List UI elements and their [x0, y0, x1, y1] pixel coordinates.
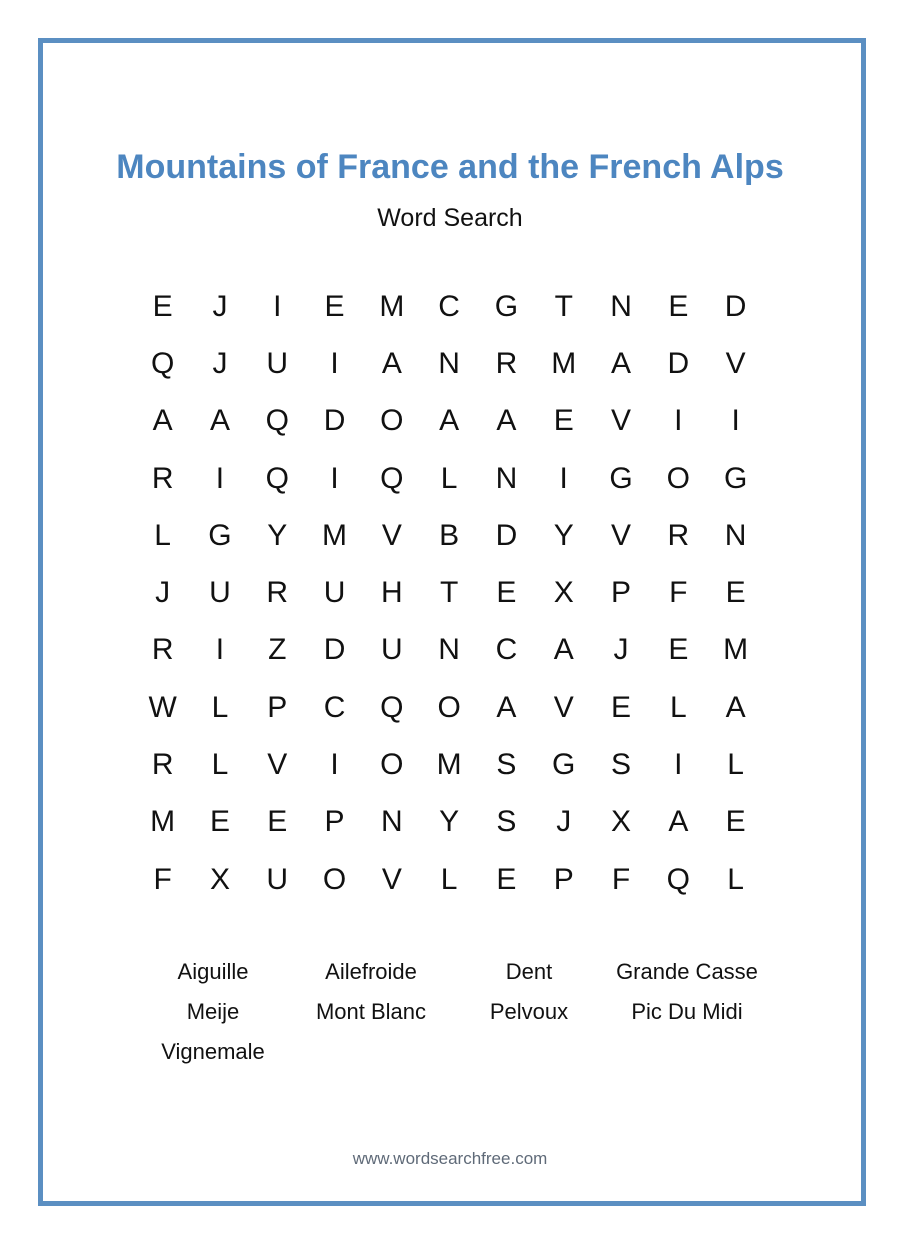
grid-letter: P	[267, 690, 288, 724]
grid-letter: G	[552, 748, 576, 782]
grid-letter: S	[496, 805, 517, 839]
grid-letter: L	[154, 518, 171, 552]
grid-letter: U	[266, 862, 289, 896]
grid-letter: A	[496, 690, 517, 724]
grid-letter: C	[438, 289, 460, 323]
grid-letter: L	[669, 690, 687, 724]
grid-letter: A	[152, 404, 173, 438]
grid-letter: A	[725, 690, 746, 724]
grid-letter: V	[381, 518, 402, 552]
grid-letter: V	[553, 690, 574, 724]
grid-letter: J	[556, 805, 572, 839]
puzzle-subtitle: Word Search	[377, 204, 523, 232]
grid-letter: G	[494, 289, 519, 323]
grid-letter: Q	[666, 862, 690, 896]
grid-letter: U	[381, 633, 403, 667]
grid-letter: Y	[439, 805, 460, 839]
grid-letter: N	[610, 289, 632, 323]
word-list-item: Mont Blanc	[315, 999, 427, 1024]
grid-letter: X	[209, 862, 230, 896]
grid-letter: E	[324, 289, 345, 323]
grid-letter: O	[322, 862, 347, 896]
grid-letter: P	[553, 862, 574, 896]
grid-letter: E	[209, 805, 230, 839]
grid-letter: O	[380, 404, 404, 438]
grid-letter: X	[553, 576, 574, 610]
grid-letter: F	[669, 576, 688, 610]
grid-letter: G	[723, 461, 748, 495]
grid-letter: E	[553, 404, 574, 438]
grid-letter: H	[381, 576, 403, 610]
grid-letter: A	[611, 346, 632, 380]
grid-letter: D	[323, 404, 346, 438]
grid-letter: N	[438, 346, 460, 380]
grid-letter: A	[209, 404, 230, 438]
grid-letter: L	[440, 862, 458, 896]
grid-letter: L	[440, 461, 458, 495]
grid-letter: U	[209, 576, 231, 610]
grid-letter: V	[381, 862, 402, 896]
word-list-item: Meije	[186, 999, 240, 1024]
word-list-item: Ailefroide	[325, 959, 417, 984]
footer-url: www.wordsearchfree.com	[352, 1149, 548, 1168]
grid-letter: O	[437, 690, 461, 724]
grid-letter: W	[148, 690, 177, 724]
grid-letter: T	[439, 576, 459, 610]
grid-letter: E	[267, 805, 288, 839]
grid-letter: M	[436, 748, 462, 782]
grid-letter: Q	[380, 690, 404, 724]
grid-letter: R	[667, 518, 690, 552]
grid-letter: J	[212, 346, 228, 380]
grid-letter: T	[554, 289, 573, 323]
grid-letter: I	[559, 461, 568, 495]
grid-letter: Y	[553, 518, 574, 552]
grid-letter: E	[668, 633, 689, 667]
grid-letter: L	[211, 690, 229, 724]
grid-letter: A	[553, 633, 574, 667]
grid-letter: A	[496, 404, 517, 438]
grid-letter: Z	[268, 633, 287, 667]
grid-letter: F	[153, 862, 172, 896]
letter-grid	[134, 278, 764, 908]
grid-letter: I	[330, 346, 339, 380]
grid-letter: D	[495, 518, 518, 552]
grid-letter: P	[324, 805, 345, 839]
grid-letter: E	[725, 805, 746, 839]
grid-letter: V	[267, 748, 288, 782]
grid-letter: V	[611, 518, 632, 552]
grid-letter: I	[674, 748, 683, 782]
grid-letter: M	[551, 346, 577, 380]
grid-letter: I	[330, 748, 339, 782]
word-list-item: Grande Casse	[616, 959, 758, 984]
grid-letter: J	[613, 633, 629, 667]
grid-letter: M	[322, 518, 348, 552]
grid-letter: N	[381, 805, 403, 839]
grid-letter: E	[496, 576, 517, 610]
grid-letter: N	[724, 518, 747, 552]
grid-letter: P	[611, 576, 632, 610]
grid-letter: E	[725, 576, 746, 610]
grid-letter: A	[668, 805, 689, 839]
grid-letter: E	[152, 289, 173, 323]
grid-letter: I	[273, 289, 282, 323]
grid-letter: L	[211, 748, 229, 782]
word-list-item: Pic Du Midi	[631, 999, 743, 1024]
grid-letter: R	[266, 576, 289, 610]
word-list-item: Dent	[505, 959, 553, 984]
grid-letter: J	[212, 289, 228, 323]
grid-letter: U	[266, 346, 289, 380]
grid-letter: O	[380, 748, 404, 782]
word-list-item: Vignemale	[161, 1039, 265, 1064]
grid-letter: A	[439, 404, 460, 438]
grid-letter: O	[666, 461, 690, 495]
grid-letter: M	[379, 289, 405, 323]
grid-letter: Q	[265, 404, 289, 438]
grid-letter: G	[208, 518, 232, 552]
grid-letter: M	[150, 805, 176, 839]
grid-letter: G	[609, 461, 633, 495]
grid-letter: X	[611, 805, 632, 839]
word-list-item: Pelvoux	[489, 999, 569, 1024]
grid-letter: L	[727, 862, 744, 896]
grid-letter: E	[611, 690, 632, 724]
grid-letter: B	[439, 518, 460, 552]
word-list-item: Aiguille	[177, 959, 249, 984]
grid-letter: I	[215, 461, 225, 495]
grid-letter: E	[668, 289, 689, 323]
grid-letter: C	[495, 633, 518, 667]
grid-letter: R	[151, 748, 174, 782]
grid-letter: V	[725, 346, 746, 380]
grid-letter: N	[495, 461, 518, 495]
grid-letter: J	[155, 576, 171, 610]
grid-letter: S	[496, 748, 517, 782]
grid-letter: D	[724, 289, 747, 323]
grid-letter: N	[438, 633, 460, 667]
grid-letter: D	[667, 346, 690, 380]
grid-letter: C	[323, 690, 346, 724]
grid-letter: I	[731, 404, 740, 438]
grid-letter: Q	[380, 461, 404, 495]
grid-letter: Q	[265, 461, 289, 495]
grid-letter: L	[727, 748, 744, 782]
grid-letter: M	[723, 633, 749, 667]
grid-letter: I	[215, 633, 225, 667]
grid-letter: U	[323, 576, 346, 610]
grid-letter: I	[674, 404, 683, 438]
grid-letter: V	[611, 404, 632, 438]
puzzle-title: Mountains of France and the French Alps	[116, 148, 784, 186]
grid-letter: E	[496, 862, 517, 896]
grid-letter: Q	[150, 346, 175, 380]
word-list	[134, 952, 766, 1072]
grid-letter: S	[611, 748, 632, 782]
grid-letter: R	[151, 633, 174, 667]
grid-letter: A	[381, 346, 402, 380]
grid-letter: I	[330, 461, 339, 495]
grid-letter: F	[611, 862, 631, 896]
grid-letter: D	[323, 633, 346, 667]
grid-letter: Y	[267, 518, 288, 552]
grid-letter: R	[495, 346, 518, 380]
grid-letter: R	[151, 461, 174, 495]
